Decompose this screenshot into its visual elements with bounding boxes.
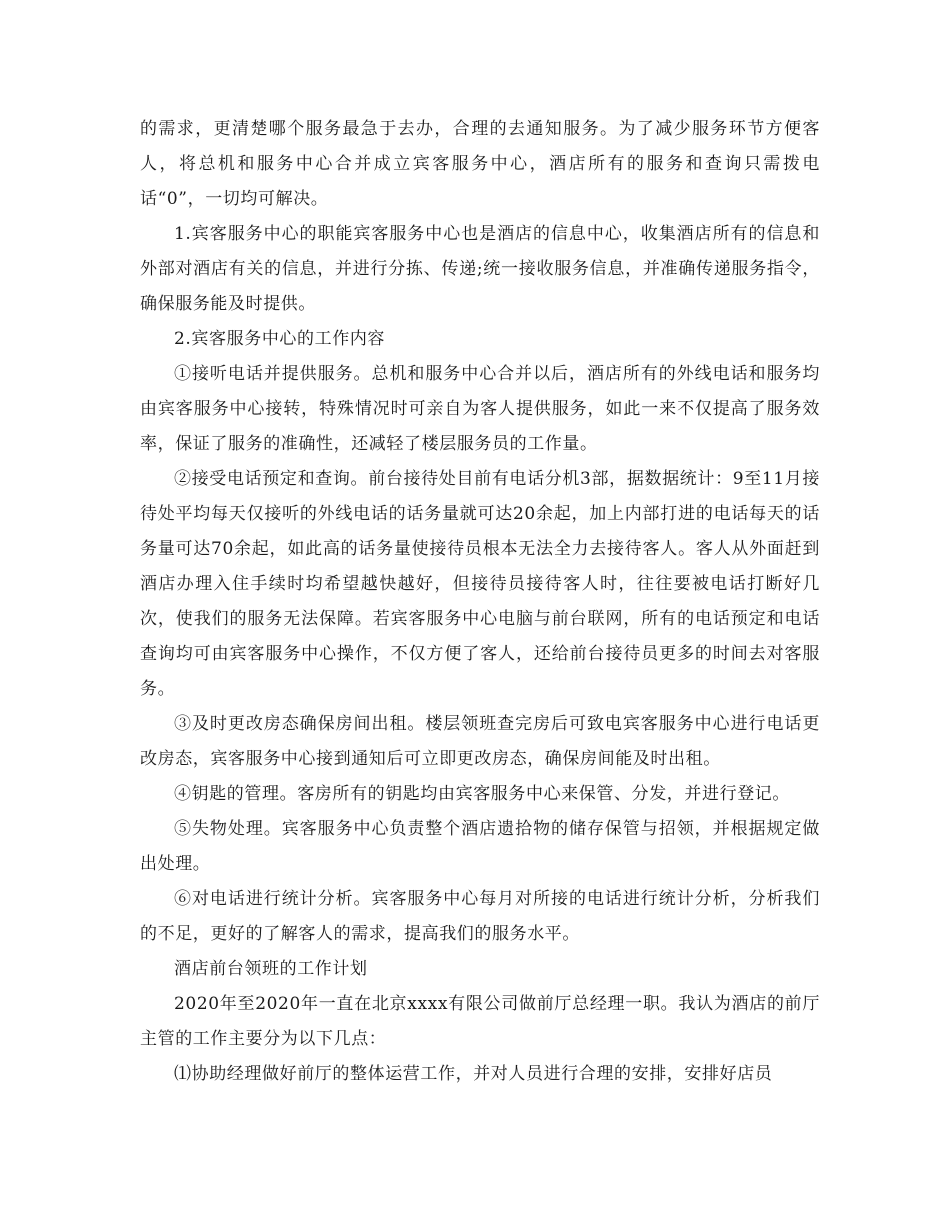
paragraph-work-content-heading: 2.宾客服务中心的工作内容: [174, 329, 386, 349]
paragraph-item-3: ③及时更改房态确保房间出租。楼层领班查完房后可致电宾客服务中心进行电话更改房态，宾客服务中心接到通知后可立即更改房态，确保房间能及时出租。: [140, 714, 820, 769]
section-heading: 酒店前台领班的工作计划: [174, 959, 368, 979]
paragraph-item-4: ④钥匙的管理。客房所有的钥匙均由宾客服务中心来保管、分发，并进行登记。: [174, 784, 790, 804]
paragraph-item-5: ⑤失物处理。宾客服务中心负责整个酒店遗拾物的储存保管与招领，并根据规定做出处理。: [140, 819, 820, 874]
paragraph-intro: 2020年至2020年一直在北京xxxx有限公司做前厅总经理一职。我认为酒店的前厅主管的工作主要分为以下几点：: [140, 994, 820, 1049]
paragraph-continuation: 的需求，更清楚哪个服务最急于去办，合理的去通知服务。为了减少服务环节方便客人，将总机和服务中心合并成立宾客服务中心，酒店所有的服务和查询只需拨电话“0”，一切均可解决。: [140, 119, 820, 209]
paragraph-item-1: ①接听电话并提供服务。总机和服务中心合并以后，酒店所有的外线电话和服务均由宾客服务中心接转，特殊情况时可亲自为客人提供服务，如此一来不仅提高了服务效率，保证了服务的准确性，还减轻了楼层服务员的工作量。: [140, 364, 820, 454]
paragraph-item-2: ②接受电话预定和查询。前台接待处目前有电话分机3部，据数据统计：9至11月接待处平均每天仅接听的外线电话的话务量就可达20余起，加上内部打进的电话每天的话务量可达70余起，如此高的话务量使接待员根本无法全力去接待客人。客人从外面赶到酒店办理入住手续时均希望越快越好，但接待员接待客人时，往往要被电话打断好几次，使我们的服务无法保障。若宾客服务中心电脑与前台联网，所有的电话预定和电话查询均可由宾客服务中心操作，不仅方便了客人，还给前台接待员更多的时间去对客服务。: [140, 469, 820, 699]
document-body: [140, 112, 820, 1092]
paragraph-item-6: ⑥对电话进行统计分析。宾客服务中心每月对所接的电话进行统计分析，分析我们的不足，更好的了解客人的需求，提高我们的服务水平。: [140, 889, 820, 944]
paragraph-point-1: ⑴协助经理做好前厅的整体运营工作，并对人员进行合理的安排，安排好店员: [174, 1064, 773, 1084]
paragraph-center-functions: 1.宾客服务中心的职能宾客服务中心也是酒店的信息中心，收集酒店所有的信息和外部对酒店有关的信息，并进行分拣、传递;统一接收服务信息，并准确传递服务指令，确保服务能及时提供。: [140, 224, 820, 314]
